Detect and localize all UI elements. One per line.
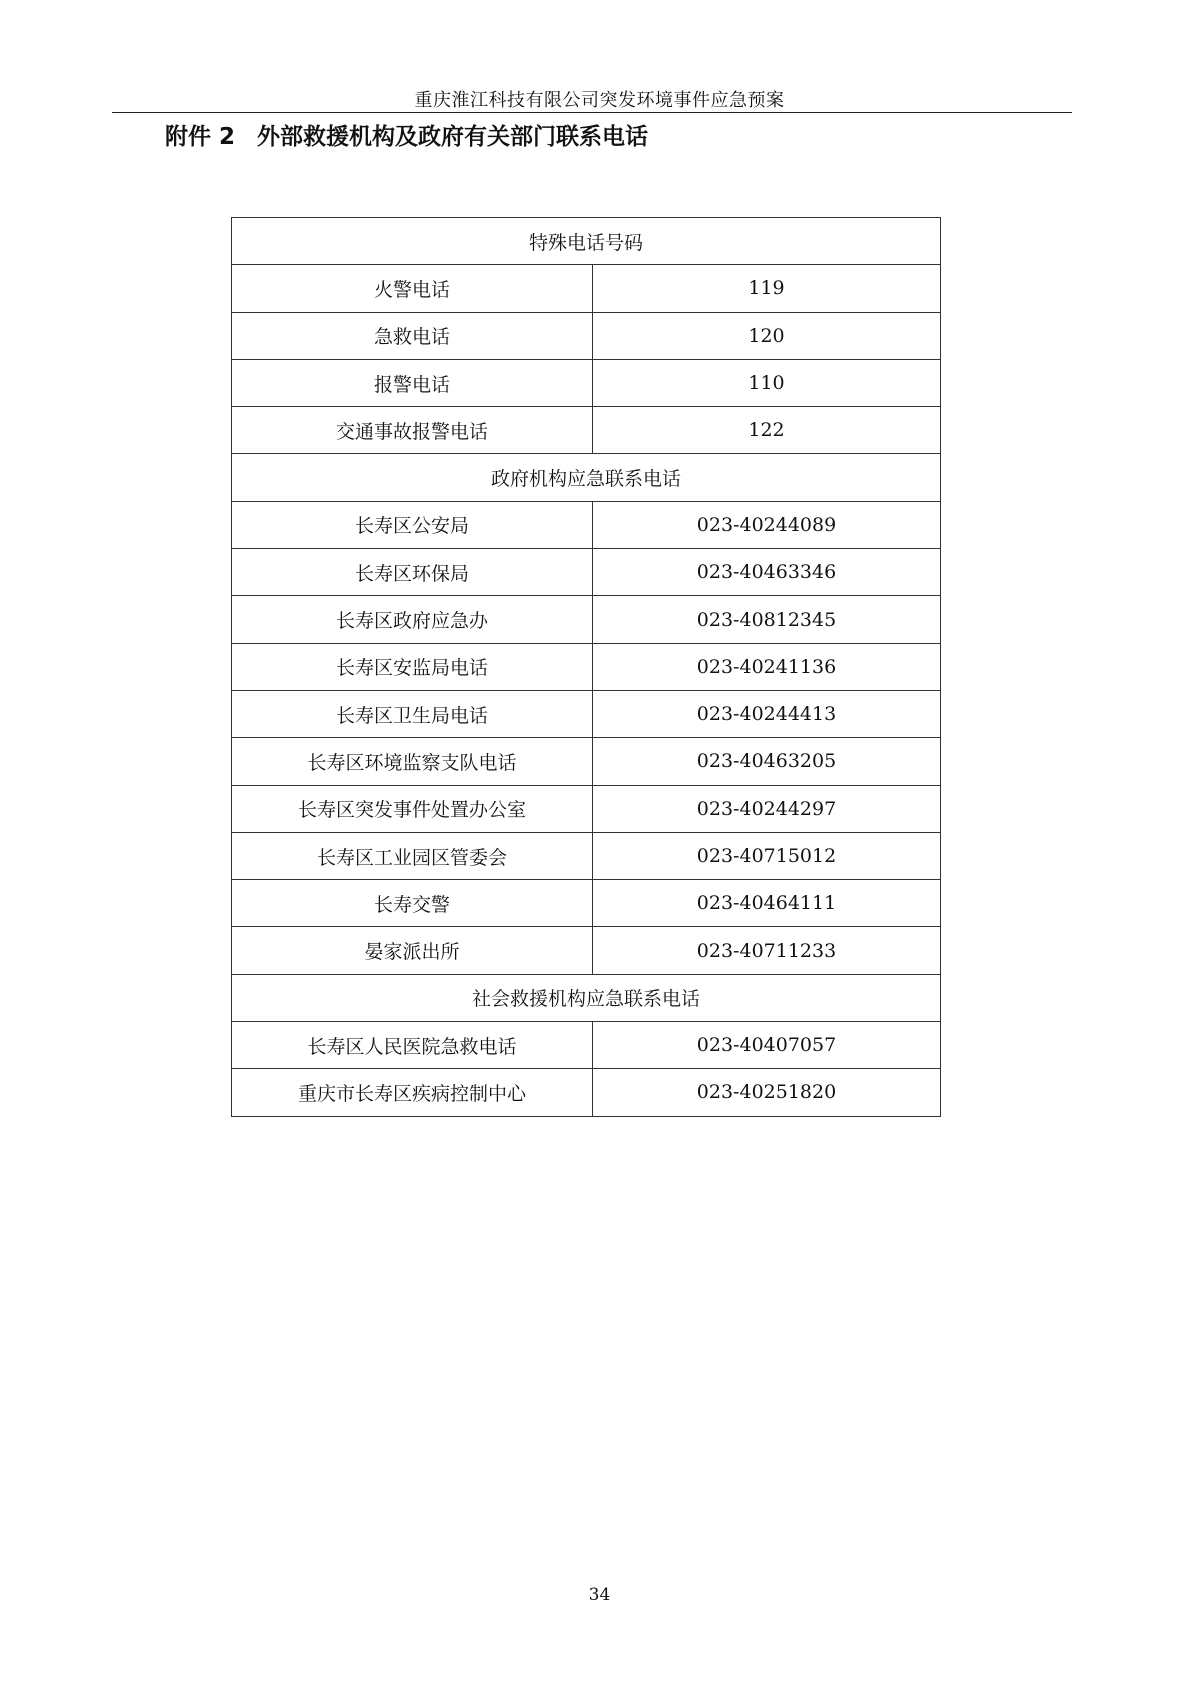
table-row [232, 549, 941, 596]
table-row [232, 1069, 941, 1116]
contact-phone: 023-40251820 [593, 1069, 941, 1116]
contact-phone: 023-40463346 [593, 549, 941, 596]
table-row [232, 312, 941, 359]
table-row [232, 880, 941, 927]
contact-phone: 119 [593, 265, 941, 312]
section-header-row [232, 454, 941, 501]
contact-phone: 023-40463205 [593, 738, 941, 785]
contact-name: 报警电话 [232, 359, 593, 406]
contact-name: 长寿区环保局 [232, 549, 593, 596]
contact-name: 火警电话 [232, 265, 593, 312]
table-row [232, 1022, 941, 1069]
table-row [232, 832, 941, 879]
attachment-label: 附件 2 [165, 124, 236, 150]
table-row [232, 596, 941, 643]
table-row [232, 643, 941, 690]
contact-phone: 120 [593, 312, 941, 359]
contact-name: 长寿区人民医院急救电话 [232, 1022, 593, 1069]
contact-name: 长寿区环境监察支队电话 [232, 738, 593, 785]
contact-phone: 023-40241136 [593, 643, 941, 690]
contact-phone: 023-40711233 [593, 927, 941, 974]
contact-phone: 023-40812345 [593, 596, 941, 643]
table-row [232, 927, 941, 974]
contact-phone: 023-40464111 [593, 880, 941, 927]
contact-name: 长寿区突发事件处置办公室 [232, 785, 593, 832]
contact-phone: 023-40244413 [593, 690, 941, 737]
page-number: 34 [588, 1585, 611, 1605]
section-header-row [232, 218, 941, 265]
contact-name: 长寿区公安局 [232, 501, 593, 548]
table-row [232, 359, 941, 406]
attachment-title: 外部救援机构及政府有关部门联系电话 [257, 124, 649, 150]
contact-name: 长寿区工业园区管委会 [232, 832, 593, 879]
contact-phone: 023-40715012 [593, 832, 941, 879]
table-row [232, 785, 941, 832]
contact-phone: 122 [593, 407, 941, 454]
section-heading-social: 社会救援机构应急联系电话 [232, 974, 941, 1021]
table-row [232, 690, 941, 737]
contact-name: 长寿交警 [232, 880, 593, 927]
contact-name: 晏家派出所 [232, 927, 593, 974]
table-row [232, 407, 941, 454]
contact-phone: 110 [593, 359, 941, 406]
page-title [165, 118, 648, 151]
table-row [232, 265, 941, 312]
contact-phone: 023-40244089 [593, 501, 941, 548]
section-heading-government: 政府机构应急联系电话 [232, 454, 941, 501]
contact-name: 重庆市长寿区疾病控制中心 [232, 1069, 593, 1116]
table-row [232, 501, 941, 548]
contact-name: 长寿区卫生局电话 [232, 690, 593, 737]
contact-phone: 023-40244297 [593, 785, 941, 832]
contact-name: 急救电话 [232, 312, 593, 359]
running-header: 重庆淮江科技有限公司突发环境事件应急预案 [414, 90, 785, 111]
section-heading-special: 特殊电话号码 [232, 218, 941, 265]
contact-table [231, 217, 941, 1117]
table-row [232, 738, 941, 785]
contact-name: 交通事故报警电话 [232, 407, 593, 454]
header-divider [112, 112, 1072, 113]
contact-name: 长寿区安监局电话 [232, 643, 593, 690]
section-header-row [232, 974, 941, 1021]
contact-name: 长寿区政府应急办 [232, 596, 593, 643]
contact-phone: 023-40407057 [593, 1022, 941, 1069]
